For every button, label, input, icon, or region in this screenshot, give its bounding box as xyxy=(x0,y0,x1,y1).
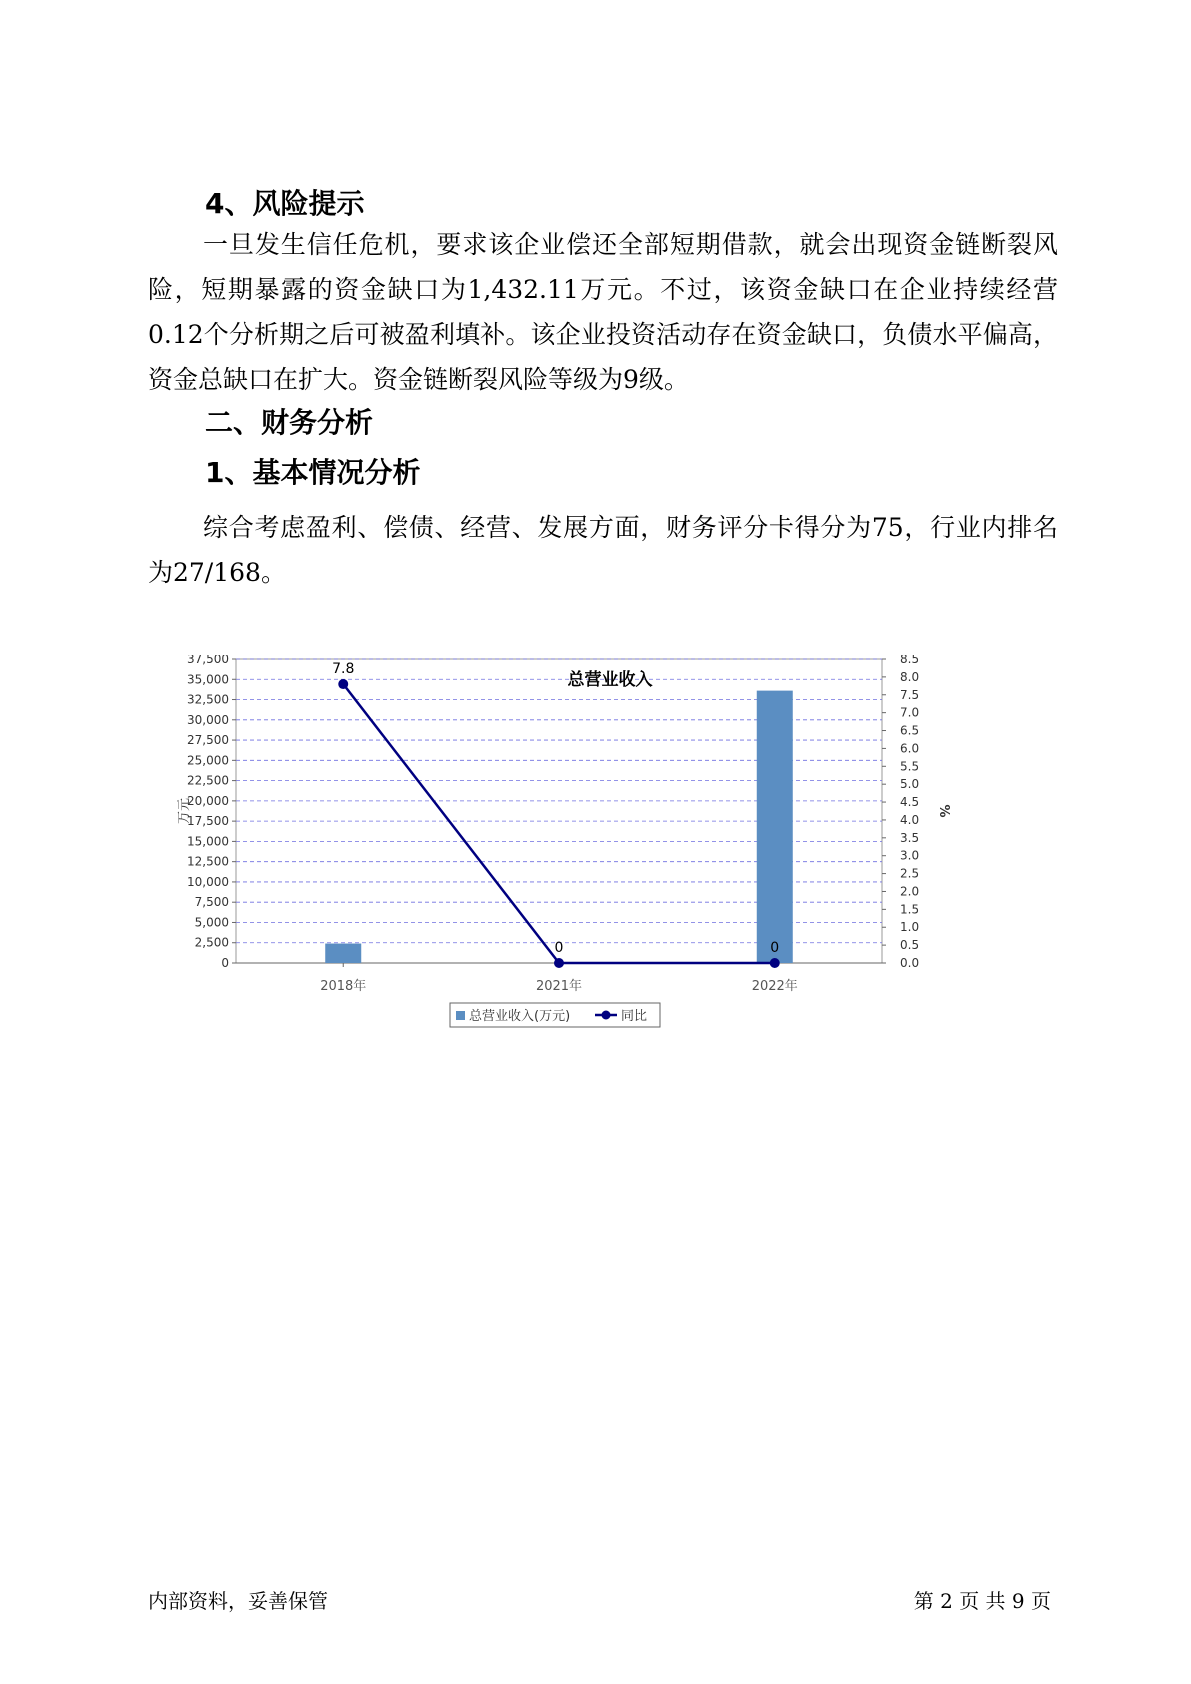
y-tick-label: 20,000 xyxy=(187,793,229,808)
y-right-axis-title: % xyxy=(936,804,951,818)
yoy-data-label: 0 xyxy=(770,940,780,956)
legend-line-marker xyxy=(602,1011,611,1020)
x-tick-label: 2022年 xyxy=(751,979,798,994)
y-tick-label: 32,500 xyxy=(187,692,229,707)
y-tick-label: 25,000 xyxy=(187,753,229,768)
y-right-tick-label: 6.5 xyxy=(900,723,920,738)
y-tick-label: 15,000 xyxy=(187,834,229,849)
yoy-point xyxy=(554,958,564,968)
y-tick-label: 0 xyxy=(221,956,229,970)
footer-confidential: 内部资料，妥善保管 xyxy=(148,1589,328,1613)
y-right-tick-label: 1.0 xyxy=(900,920,920,935)
y-right-tick-label: 1.5 xyxy=(900,902,920,917)
y-tick-label: 30,000 xyxy=(187,712,229,727)
y-tick-label: 37,500 xyxy=(187,655,229,666)
y-right-tick-label: 7.5 xyxy=(900,687,920,702)
chart-title: 总营业收入 xyxy=(567,670,653,690)
y-tick-label: 7,500 xyxy=(194,895,229,910)
y-tick-label: 17,500 xyxy=(187,814,229,829)
legend-line-label: 同比 xyxy=(621,1009,648,1024)
risk-heading: 4、风险提示 xyxy=(205,187,365,220)
y-right-tick-label: 3.5 xyxy=(900,830,920,845)
y-tick-label: 27,500 xyxy=(187,733,229,748)
y-right-tick-label: 5.5 xyxy=(900,759,920,774)
yoy-point xyxy=(770,958,780,968)
legend-bar-label: 总营业收入(万元) xyxy=(469,1009,571,1024)
basic-heading: 1、基本情况分析 xyxy=(205,456,421,489)
yoy-data-label: 0 xyxy=(554,940,564,956)
y-axis-title: 万元 xyxy=(177,797,192,825)
risk-paragraph: 一旦发生信任危机，要求该企业偿还全部短期借款，就会出现资金链断裂风险，短期暴露的资金缺口为1,432.11万元。不过，该资金缺口在企业持续经营 0.12个分析期之后可被盈利填补。该企业投资活动存在资金缺口，负债水平偏高，资金总缺口在扩大。资金链断裂风险等级为9级。 xyxy=(148,230,1058,394)
finance-heading: 二、财务分析 xyxy=(205,406,374,439)
y-right-tick-label: 8.5 xyxy=(900,655,920,666)
revenue-chart xyxy=(170,655,1050,1115)
legend-bar-swatch xyxy=(456,1011,465,1020)
bar xyxy=(325,944,361,963)
y-tick-label: 5,000 xyxy=(194,915,229,930)
bar xyxy=(757,691,793,963)
y-right-tick-label: 0.5 xyxy=(900,938,920,953)
y-tick-label: 35,000 xyxy=(187,672,229,687)
chart-canvas xyxy=(170,655,1050,1115)
y-tick-label: 2,500 xyxy=(194,935,229,950)
y-tick-label: 12,500 xyxy=(187,854,229,869)
y-right-tick-label: 7.0 xyxy=(900,705,920,720)
y-right-tick-label: 4.0 xyxy=(900,812,920,827)
y-right-tick-label: 2.0 xyxy=(900,884,920,899)
y-right-tick-label: 8.0 xyxy=(900,669,920,684)
basic-paragraph: 综合考虑盈利、偿债、经营、发展方面，财务评分卡得分为75，行业内排名为27/168。 xyxy=(148,513,1058,587)
yoy-data-label: 7.8 xyxy=(332,661,355,678)
y-tick-label: 22,500 xyxy=(187,773,229,788)
x-tick-label: 2021年 xyxy=(535,979,583,994)
y-right-tick-label: 2.5 xyxy=(900,866,920,881)
y-right-tick-label: 5.0 xyxy=(900,777,920,792)
y-right-tick-label: 4.5 xyxy=(900,795,920,810)
x-tick-label: 2018年 xyxy=(320,979,367,994)
y-right-tick-label: 3.0 xyxy=(900,848,920,863)
y-right-tick-label: 0.0 xyxy=(900,956,920,970)
y-tick-label: 10,000 xyxy=(187,874,229,889)
y-right-tick-label: 6.0 xyxy=(900,741,920,756)
footer-page-number: 第 2 页 共 9 页 xyxy=(913,1589,1051,1613)
